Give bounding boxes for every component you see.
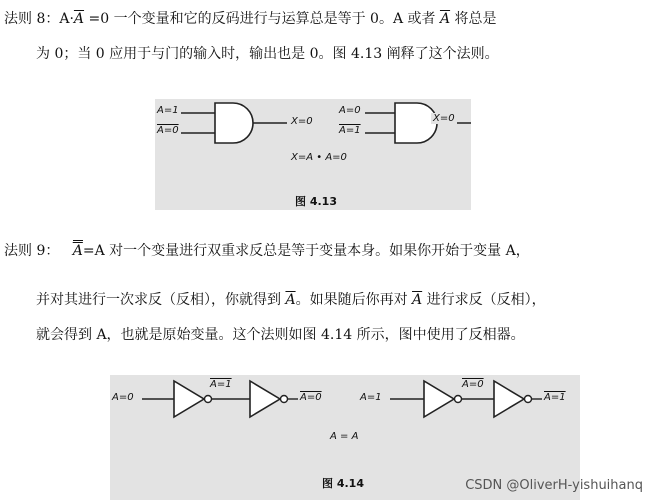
figure-4-14-equation: A = A [330, 431, 359, 442]
rule9-line1: 法则 9： $\overline{A}=A$ 对一个变量进行双重求反总是等于变量本身。如果你开始于变量 A， [4, 243, 530, 259]
figure-4-13-caption: 图 4.13 [295, 195, 337, 208]
gate2-input-abar: A=1 [339, 125, 361, 136]
chain1-output: A=0 [300, 392, 322, 403]
gate1-input-a: A=1 [157, 105, 179, 116]
gate2-input-a: A=0 [339, 105, 361, 116]
rule8-line2: 为 0；当 0 应用于与门的输入时，输出也是 0。图 4.13 阐释了这个法则。 [36, 46, 499, 62]
figure-4-13 [155, 99, 471, 210]
inverter-3 [424, 381, 454, 417]
gate1-output: X=0 [291, 116, 313, 127]
inverter-2 [250, 381, 280, 417]
figure-4-13-equation: X=A • A=0 [291, 152, 347, 163]
chain1-mid: A=1 [210, 379, 232, 390]
chain2-output: A=1 [544, 392, 566, 403]
gate1-input-abar: A=0 [157, 125, 179, 136]
figure-4-14-caption: 图 4.14 [322, 477, 364, 490]
chain2-input: A=1 [360, 392, 382, 403]
inverter-1 [174, 381, 204, 417]
watermark: CSDN @OliverH-yishuihanq [465, 478, 643, 493]
rule8-line1: 法则 8：$A\cdot\overline{A} =0$ 一个变量和它的反码进行与运算总是等于 0。A 或者 $\overline{A}$ 将总是 [4, 11, 497, 27]
rule9-line2: 并对其进行一次求反（反相），你就得到 $\overline{A}$。如果随后你再对 $\overline{A}$ 进行求反（反相）， [36, 292, 546, 308]
chain2-mid: A=0 [462, 379, 484, 390]
rule9-line3: 就会得到 A，也就是原始变量。这个法则如图 4.14 所示，图中使用了反相器。 [36, 327, 525, 343]
chain1-input: A=0 [112, 392, 134, 403]
gate2-output: X=0 [433, 113, 455, 124]
and-gate-1 [215, 103, 253, 143]
inverter-4 [494, 381, 524, 417]
